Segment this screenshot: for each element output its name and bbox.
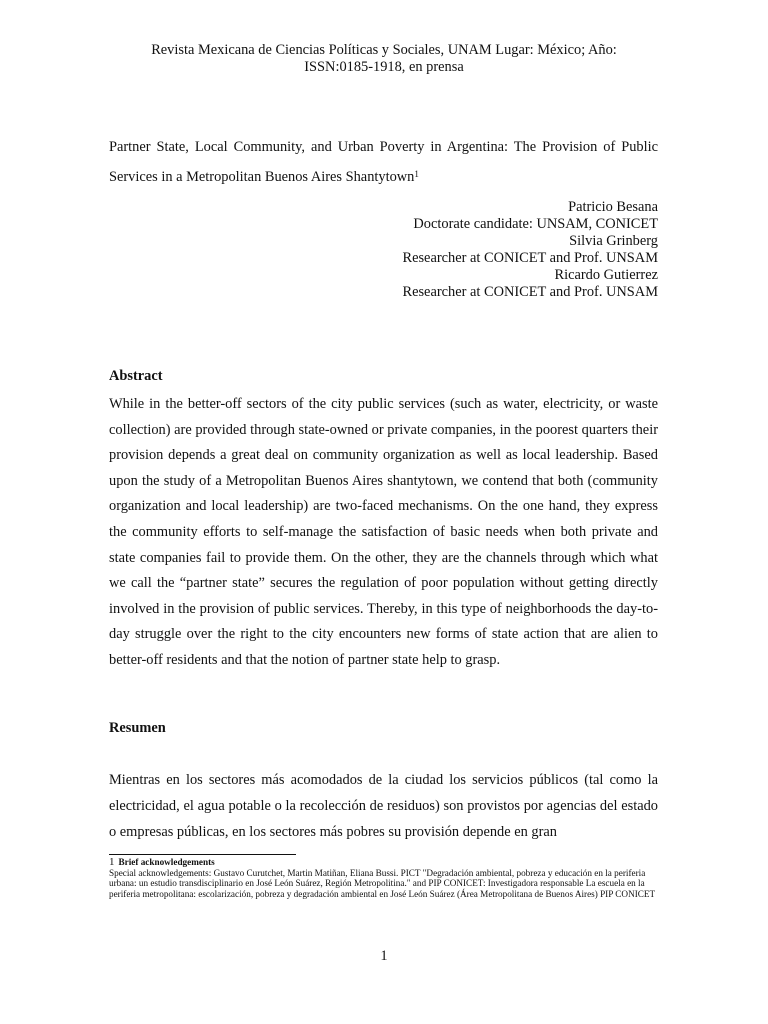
page-number: 1: [380, 948, 388, 964]
abstract-heading: Abstract: [109, 368, 163, 384]
author-block: [300, 199, 658, 301]
author-name: Ricardo Gutierrez: [554, 267, 658, 283]
footnote-text: Special acknowledgements: Gustavo Curutchet, Martin Matiñan, Eliana Bussi. PICT "Degradación ambiental, pobreza y educación en la periferia urbana: un estudio transdisciplinario en José León Suárez, Región Metropolitina." and PIP CONICET: Investigadora responsable La escuela en la periferia metropolitana: escolarización, pobreza y degradación ambiental en José León Suárez (Área Metropolitana de Buenos Aires) PIP CONICET: [109, 867, 656, 899]
author-affiliation: Researcher at CONICET and Prof. UNSAM: [402, 250, 658, 266]
footnote-number: 1: [109, 856, 115, 868]
header-line-1: Revista Mexicana de Ciencias Políticas y Sociales, UNAM Lugar: México; Año:: [151, 42, 617, 58]
author-name: Silvia Grinberg: [569, 233, 658, 249]
abstract-body: While in the better-off sectors of the city public services (such as water, electricity, or waste collection) are provided through state-owned or private companies, in the poorest quarters their provision depends a great deal on community organization as well as local leadership. Based upon the study of a Metropolitan Buenos Aires shantytown, we contend that both (community organization and local leadership) are two-faced mechanisms. On the one hand, they express the community efforts to self-manage the satisfaction of basic needs when both private and state companies fail to provide them. On the other, they are the channels through which what we call the “partner state” secures the regulation of poor population without getting directly involved in the provision of public services. Thereby, in this type of neighborhoods the day-to-day struggle over the right to the city encounters new forms of state action that are alien to better-off residents and that the notion of partner state help to grasp.: [109, 396, 658, 668]
author-affiliation: Researcher at CONICET and Prof. UNSAM: [402, 284, 658, 300]
footnote-title: Brief acknowledgements: [118, 857, 215, 867]
journal-header: [100, 42, 668, 76]
paper-title: [109, 132, 658, 192]
title-footnote-marker: 1: [414, 169, 419, 179]
resumen-body: Mientras en los sectores más acomodados de la ciudad los servicios públicos (tal como la electricidad, el agua potable o la recolección de residuos) son provistos por agencias del estado o empresas públicas, en los sectores más pobres su provisión depende en gran: [109, 772, 658, 840]
paper-title-text: Partner State, Local Community, and Urban Poverty in Argentina: The Provision of Public Services in a Metropolitan Buenos Aires Shantytown: [109, 139, 658, 185]
footnote: [109, 857, 658, 899]
header-line-2: ISSN:0185-1918, en prensa: [304, 59, 464, 75]
footnote-divider: [109, 854, 296, 855]
resumen-heading: Resumen: [109, 720, 166, 736]
author-name: Patricio Besana: [568, 199, 658, 215]
author-affiliation: Doctorate candidate: UNSAM, CONICET: [413, 216, 658, 232]
